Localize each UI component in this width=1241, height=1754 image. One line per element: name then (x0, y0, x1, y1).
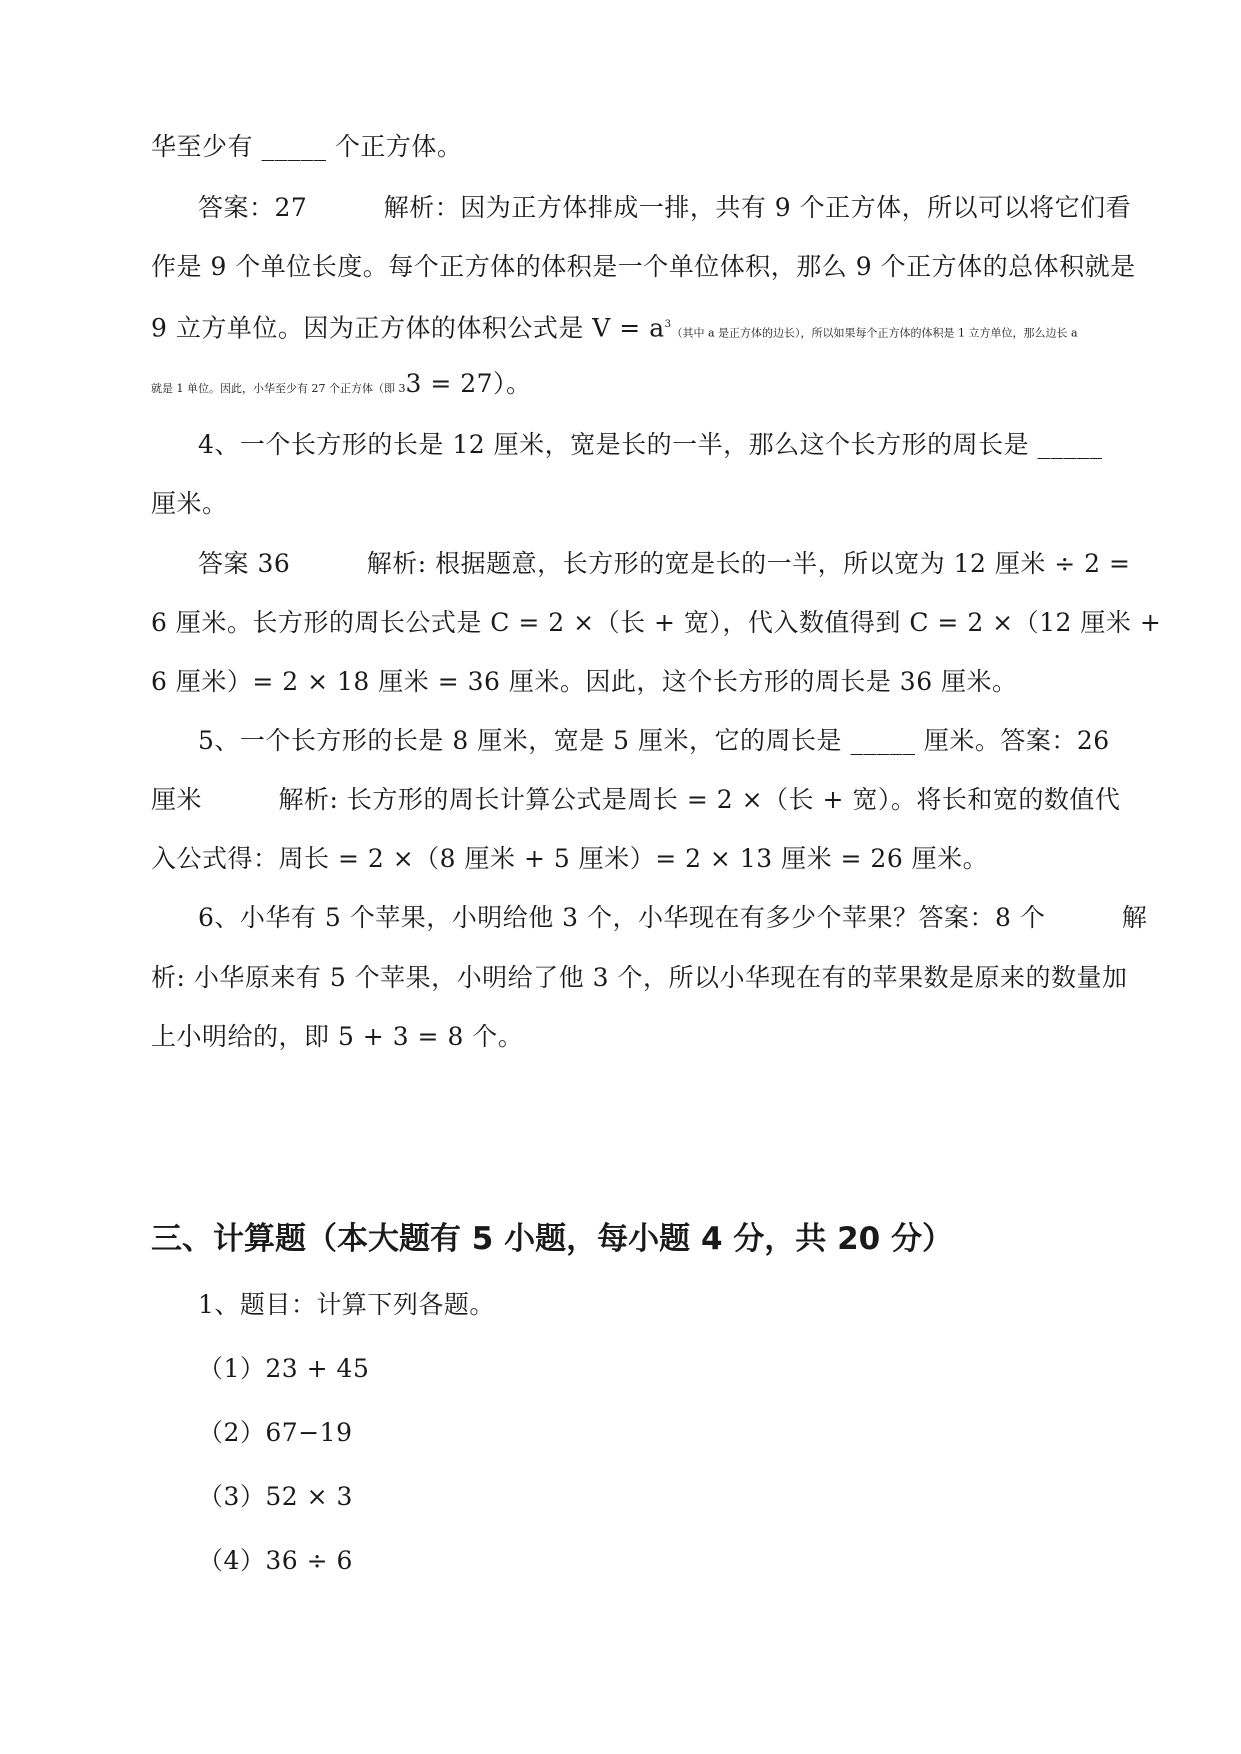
answer-line: 6 厘米）= 2 × 18 厘米 = 36 厘米。因此，这个长方形的周长是 36 厘米。 (151, 667, 1018, 696)
question-line: 厘米。 (151, 489, 228, 518)
question-line: 入公式得：周长 = 2 ×（8 厘米 + 5 厘米）= 2 × 13 厘米 = 26 厘米。 (151, 844, 989, 873)
superscript: 3 (664, 319, 672, 330)
answer-line: 答案 36 解析: 根据题意，长方形的宽是长的一半，所以宽为 12 厘米 ÷ 2 = (198, 549, 1131, 578)
formula-text: 3 = 27）。 (405, 369, 532, 398)
question-line: 析: 小华原来有 5 个苹果，小明给了他 3 个，所以小华现在有的苹果数是原来的数量加 (151, 963, 1128, 992)
text-line: 华至少有 _____ 个正方体。 (151, 132, 463, 161)
question-line: 1、题目：计算下列各题。 (198, 1290, 495, 1319)
answer-line (151, 369, 532, 404)
small-print-text: （其中 a 是正方体的边长），所以如果每个正方体的体积是 1 立方单位，那么边长 a (671, 326, 1078, 340)
question-line: 6、小华有 5 个苹果，小明给他 3 个，小华现在有多少个苹果？答案：8 个 解 (198, 903, 1148, 932)
answer-line: 答案：27 解析：因为正方体排成一排，共有 9 个正方体，所以可以将它们看 (198, 193, 1132, 222)
answer-line: 作是 9 个单位长度。每个正方体的体积是一个单位体积，那么 9 个正方体的总体积就是 (151, 252, 1136, 281)
answer-line: 6 厘米。长方形的周长公式是 C = 2 ×（长 + 宽），代入数值得到 C = 2 ×（12 厘米 + (151, 608, 1162, 637)
small-print-text: 就是 1 单位。因此，小华至少有 27 个正方体（即 3 (151, 382, 406, 395)
calc-item: （3）52 × 3 (198, 1482, 353, 1511)
question-line: 厘米 解析: 长方形的周长计算公式是周长 = 2 ×（长 + 宽）。将长和宽的数值代 (151, 785, 1121, 814)
section-heading: 三、计算题（本大题有 5 小题，每小题 4 分，共 20 分） (151, 1221, 954, 1257)
question-line: 上小明给的，即 5 + 3 = 8 个。 (151, 1022, 524, 1051)
question-line: 4、一个长方形的长是 12 厘米，宽是长的一半，那么这个长方形的周长是 _____ (198, 430, 1103, 459)
answer-line (151, 310, 1078, 348)
calc-item: （1）23 + 45 (198, 1354, 370, 1383)
formula-text: 9 立方单位。因为正方体的体积公式是 V = a (151, 313, 665, 343)
calc-item: （2）67−19 (198, 1418, 353, 1447)
calc-item: （4）36 ÷ 6 (198, 1546, 353, 1575)
question-line: 5、一个长方形的长是 8 厘米，宽是 5 厘米，它的周长是 _____ 厘米。答案：26 (198, 726, 1110, 755)
